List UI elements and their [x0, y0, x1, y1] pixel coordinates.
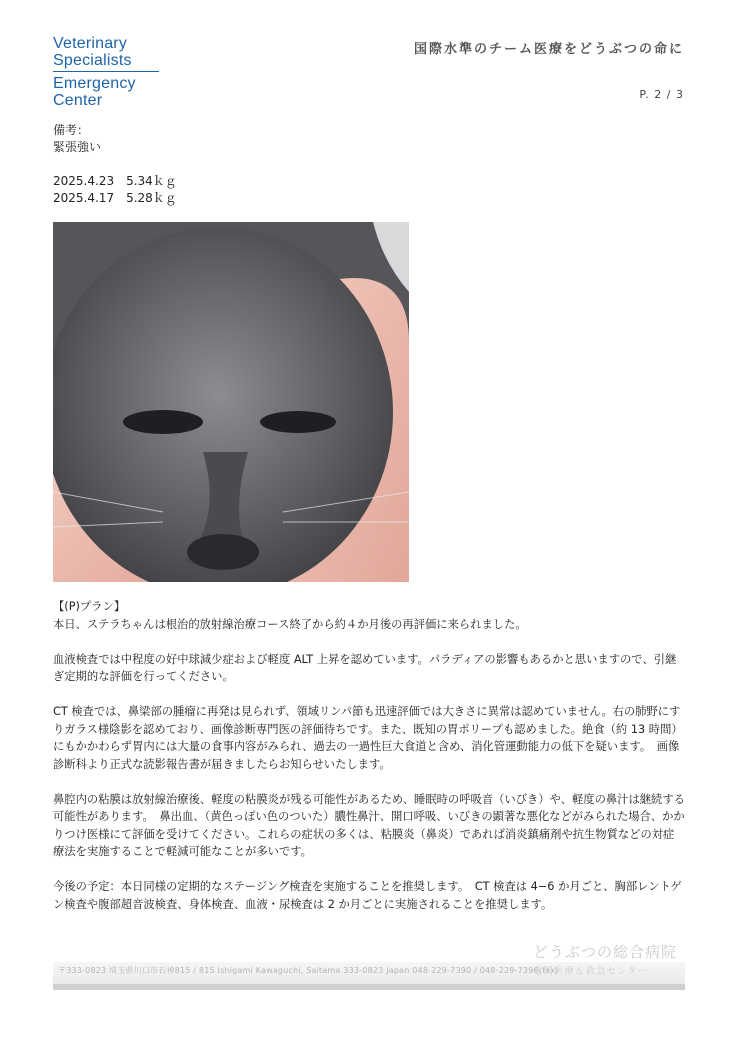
weight-row: [53, 189, 177, 206]
weight-date: 2025.4.23: [53, 174, 115, 188]
header-tagline: 国際水準のチーム医療をどうぶつの命に: [413, 42, 684, 57]
plan-paragraph: 血液検査では中程度の好中球減少症および軽度 ALT 上昇を認めています。パラディアの影響もあるかと思いますので、引継ぎ定期的な評価を行ってください。: [53, 652, 677, 683]
plan-section: [53, 598, 685, 931]
logo-line-4: Center: [53, 92, 103, 109]
logo-line-1: Veterinary: [53, 35, 128, 52]
page-number: P. 2 / 3: [639, 88, 684, 101]
remarks-label: 備考：: [53, 123, 90, 137]
footer-hospital-subtitle: 専門医療＆救急センター: [533, 966, 649, 977]
weight-value: 5.34ｋｇ: [126, 174, 177, 188]
patient-photo: [53, 222, 409, 582]
logo-line-2: Specialists: [53, 52, 132, 69]
plan-paragraph: 本日、ステラちゃんは根治的放射線治療コース終了から約４か月後の再評価に来られました。: [53, 617, 527, 631]
footer-address: 〒333-0823 埼玉県川口市石神815 / 815 Ishigami Kawaguchi, Saitama 333-0823 Japan 048-229-7390 / 048-229-7396(fax): [58, 966, 559, 975]
plan-heading: 【(P)プラン】: [53, 600, 126, 613]
weight-value: 5.28ｋｇ: [126, 191, 177, 205]
weight-row: [53, 172, 177, 189]
cat-face-image: [53, 222, 409, 582]
plan-paragraph: CT 検査では、鼻梁部の腫瘤に再発は見られず、領域リンパ節も迅速評価では大きさに異常は認めていません。右の肺野にすりガラス様陰影を認めており、画像診断専門医の評価待ちです。また、既知の胃ポリープも認めました。絶食（約 13 時間）にもかかわらず胃内には大量の食事内容がみられ、過去の一過性巨大食道と含め、消化管運動能力の低下を疑います。 画像診断科より正式な読影報告書が届きましたらお知らせいたします。: [53, 705, 683, 771]
logo-divider: [53, 71, 159, 72]
logo-line-3: Emergency: [53, 75, 136, 92]
footer-hospital-name: どうぶつの総合病院: [533, 943, 678, 961]
footer-divider: [53, 984, 685, 990]
plan-paragraph: 鼻腔内の粘膜は放射線治療後、軽度の粘膜炎が残る可能性があるため、睡眠時の呼吸音（いびき）や、軽度の鼻汁は継続する可能性があります。 鼻出血、（黄色っぽい色のついた）膿性鼻汁、開口呼吸、いびきの顕著な悪化などがみられた場合、かかりつけ医様にて評価を受けてください。これらの症状の多くは、粘膜炎（鼻炎）であれば消炎鎮痛剤や抗生物質などの対症療法を実施することで軽減可能なことが多いです。: [53, 792, 685, 858]
vsec-logo: [53, 35, 165, 109]
remarks-value: 緊張強い: [53, 140, 102, 154]
weight-date: 2025.4.17: [53, 191, 115, 205]
plan-paragraph: 今後の予定：本日同様の定期的なステージング検査を実施することを推奨します。 CT 検査は 4−6 か月ごと、胸部レントゲン検査や腹部超音波検査、身体検査、血液・尿検査は 2 か月ごとに実施されることを推奨します。: [53, 880, 682, 911]
